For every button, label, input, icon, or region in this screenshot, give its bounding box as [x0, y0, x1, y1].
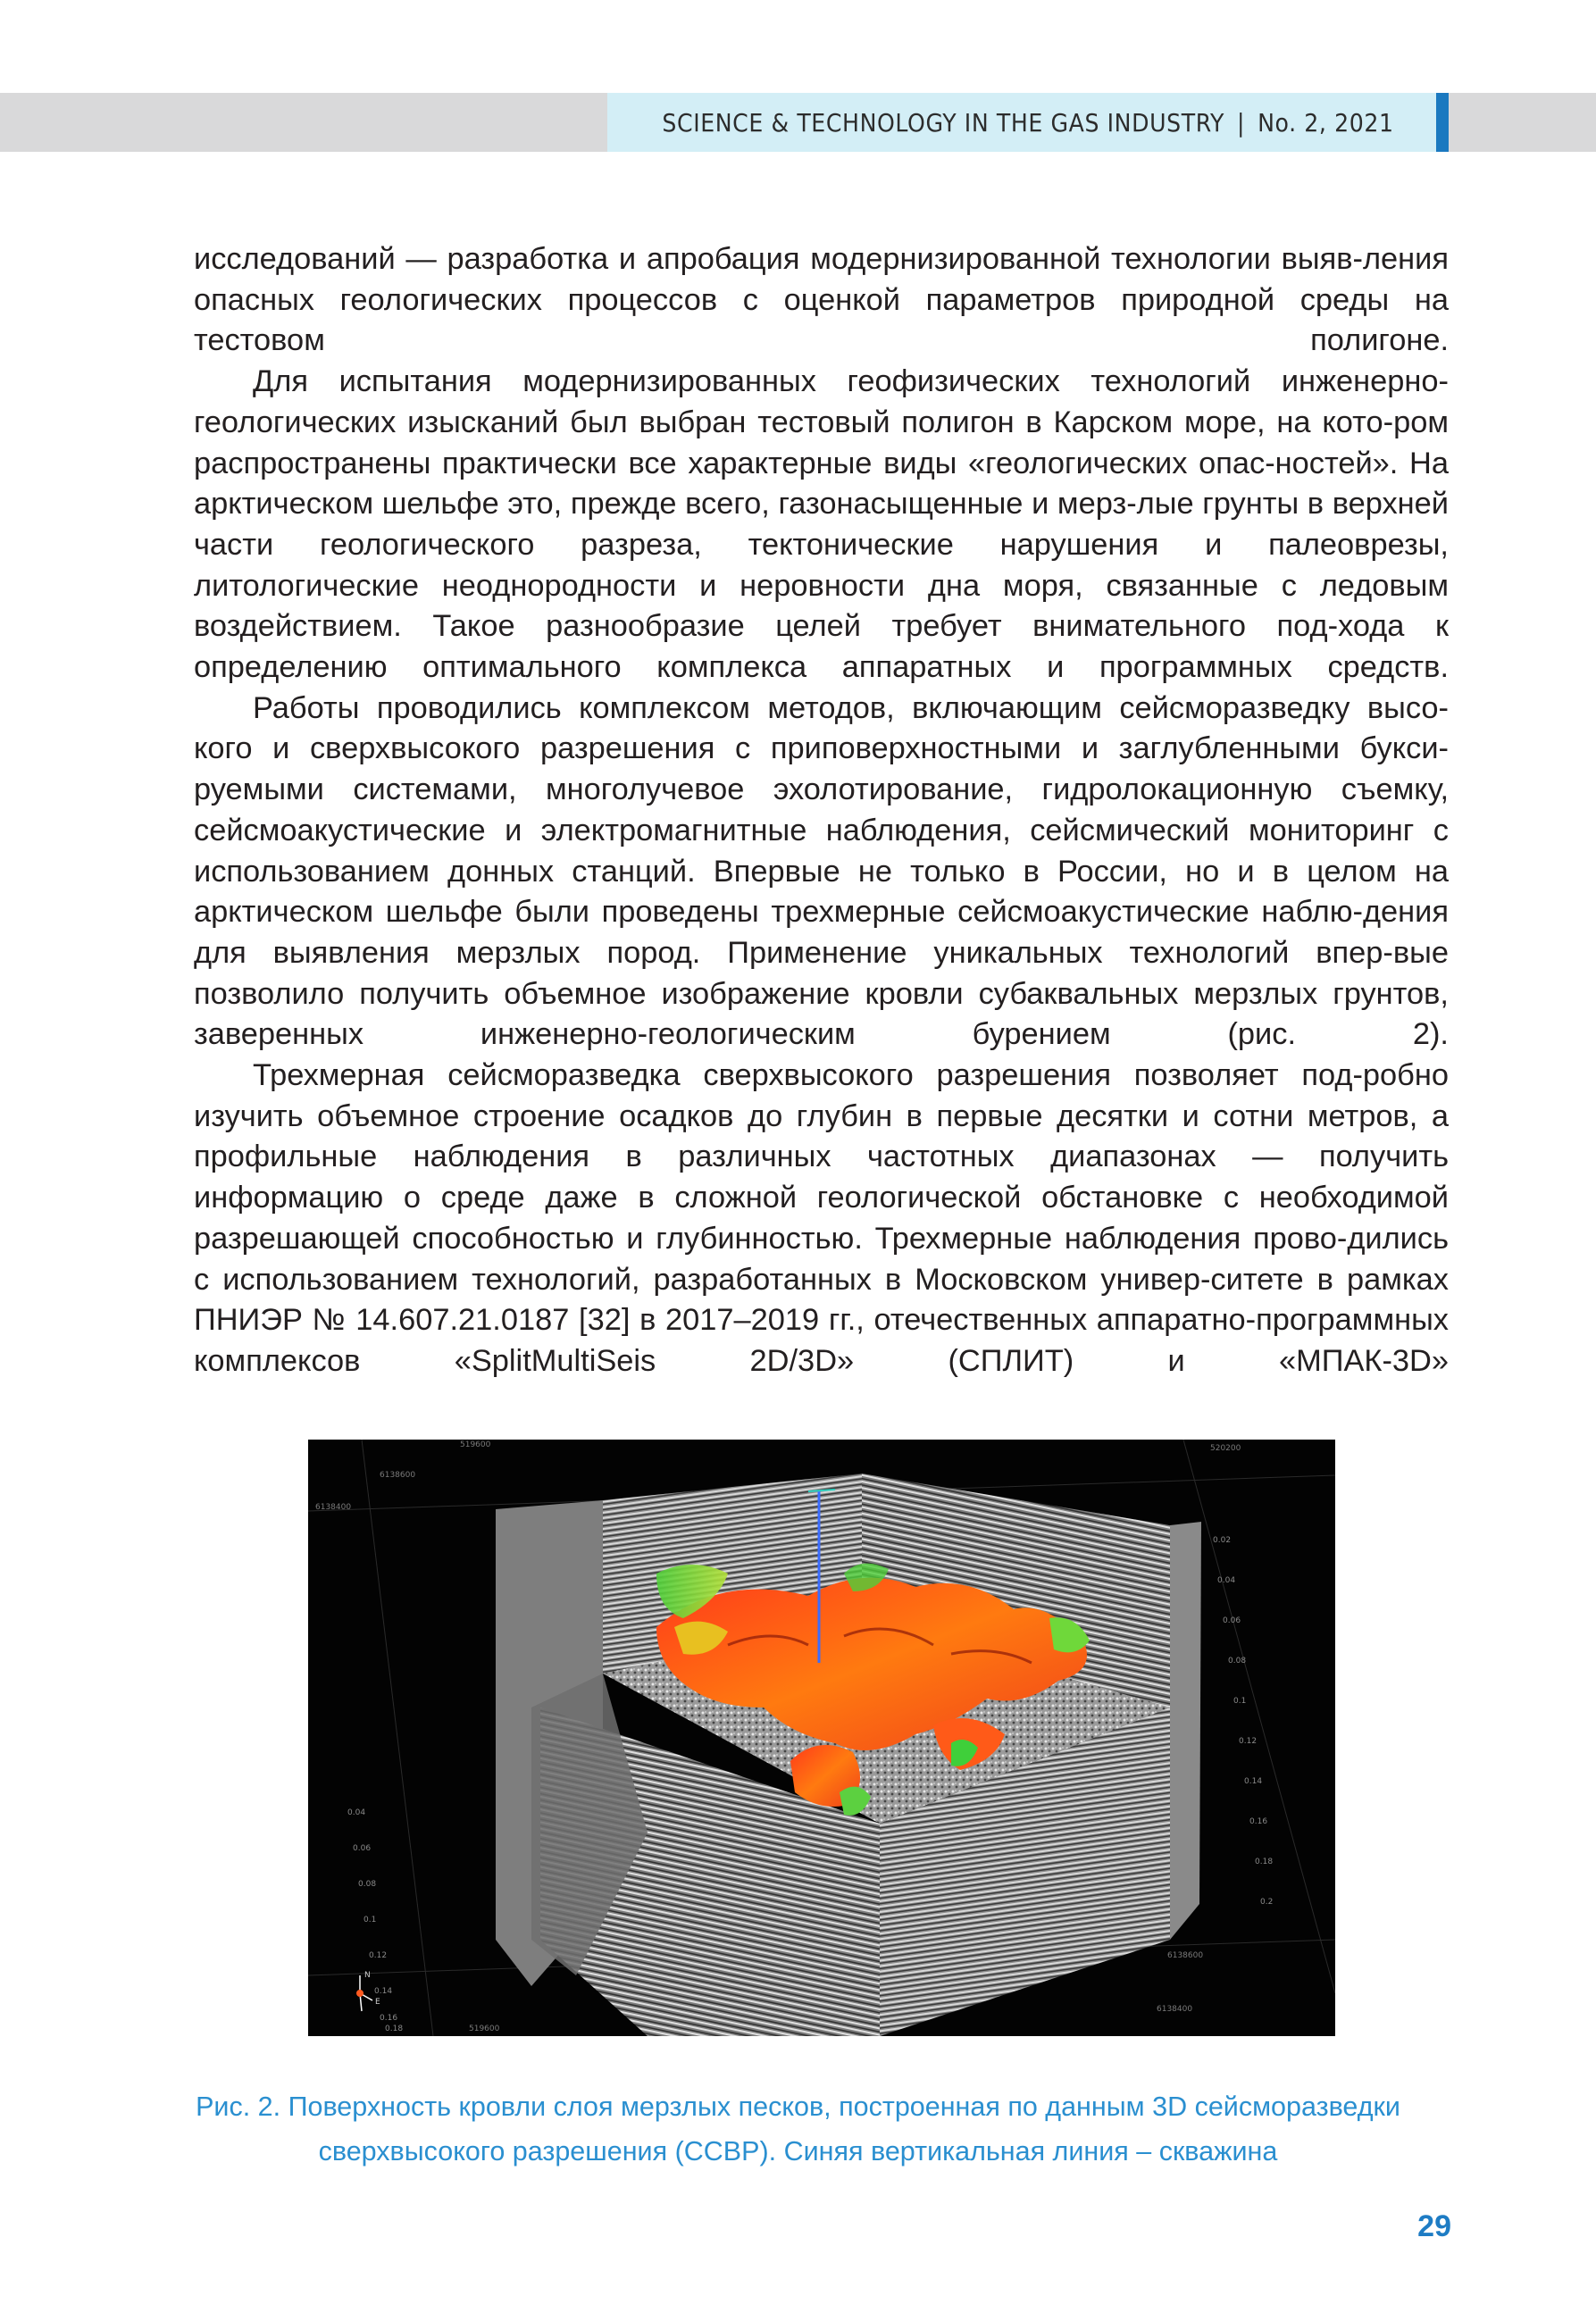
svg-text:6138400: 6138400: [315, 1503, 352, 1512]
paragraph-2: Для испытания модернизированных геофизических технологий инженерно-геологических изысканий был выбран тестовый полигон в Карском море, на кото-ром распространены практически все характерные виды «геологических опас-ностей». На арктическом шельфе это, прежде всего, газонасыщенные и мерз-лые грунты в верхней части геологического разреза, тектонические нарушения и палеоврезы, литологические неоднородности и неровности дна моря, связанные с ледовым воздействием. Такое разнообразие целей требует внимательного под-хода к определению оптимального комплекса аппаратных и программных средств.: [194, 364, 1449, 685]
svg-text:6138600: 6138600: [380, 1471, 416, 1480]
svg-text:519600: 519600: [460, 1440, 491, 1449]
paragraph-4: Трехмерная сейсморазведка сверхвысокого разрешения позволяет под-робно изучить объемное строение осадков до глубин в первые десятки и сотни метров, а профильные наблюдения в различных частотных диапазонах — получить информацию о среде даже в сложной геологической обстановке с необходимой разрешающей способностью и глубинностью. Трехмерные наблюдения прово-дились с использованием технологий, разработанных в Московском универ-ситете в рамках ПНИЭР № 14.607.21.0187 [32] в 2017–2019 гг., отечественных аппаратно-программных комплексов «SplitMultiSeis 2D/3D» (СПЛИТ) и «МПАК-3D»: [194, 1058, 1449, 1378]
svg-text:520200: 520200: [1210, 1444, 1241, 1453]
figure-3d-seismic: [308, 1440, 1335, 2036]
svg-text:0.14: 0.14: [374, 1987, 393, 1996]
svg-text:0.2: 0.2: [1260, 1898, 1274, 1907]
running-header: [607, 93, 1449, 152]
svg-text:0.16: 0.16: [1249, 1817, 1268, 1826]
svg-text:0.12: 0.12: [369, 1951, 388, 1960]
figure-caption: [179, 2084, 1417, 2174]
issue-number: No. 2, 2021: [1258, 107, 1394, 138]
svg-text:N: N: [364, 1971, 371, 1980]
seismic-volume-render: [308, 1440, 1335, 2036]
page-number: 29: [1417, 2209, 1451, 2243]
svg-text:6138600: 6138600: [1167, 1951, 1204, 1960]
journal-title: SCIENCE & TECHNOLOGY IN THE GAS INDUSTRY: [662, 107, 1225, 138]
svg-text:6138400: 6138400: [1157, 2005, 1193, 2014]
svg-text:0.08: 0.08: [1228, 1657, 1247, 1666]
paragraph-1: исследований — разработка и апробация модернизированной технологии выяв-ления опасных геологических процессов с оценкой параметров природной среды на тестовом полигоне.: [194, 242, 1449, 358]
svg-text:0.1: 0.1: [363, 1916, 377, 1924]
article-body: [194, 239, 1449, 1382]
svg-text:0.12: 0.12: [1239, 1737, 1258, 1746]
svg-text:0.02: 0.02: [1213, 1536, 1232, 1545]
svg-text:0.08: 0.08: [358, 1880, 377, 1889]
svg-text:0.18: 0.18: [1255, 1858, 1274, 1866]
right-plane: [1170, 1522, 1201, 1940]
svg-text:E: E: [375, 1998, 380, 2007]
svg-text:0.14: 0.14: [1244, 1777, 1263, 1786]
svg-text:0.04: 0.04: [347, 1808, 366, 1817]
caption-line-1: Рис. 2. Поверхность кровли слоя мерзлых песков, построенная по данным 3D сейсморазведки: [196, 2091, 1400, 2122]
svg-text:0.04: 0.04: [1217, 1576, 1236, 1585]
svg-text:0.1: 0.1: [1233, 1697, 1247, 1706]
svg-text:0.06: 0.06: [1223, 1616, 1241, 1625]
paragraph-3: Работы проводились комплексом методов, включающим сейсморазведку высо-кого и сверхвысокого разрешения с приповерхностными и заглубленными букси-руемыми системами, многолучевое эхолотирование, гидролокационную съемку, сейсмоакустические и электромагнитные наблюдения, сейсмический мониторинг с использованием донных станций. Впервые не только в России, но и в целом на арктическом шельфе были проведены трехмерные сейсмоакустические наблю-дения для выявления мерзлых пород. Применение уникальных технологий впер-вые позволило получить объемное изображение кровли субаквальных мерзлых грунтов, заверенных инженерно-геологическим бурением (рис. 2).: [194, 690, 1449, 1052]
caption-line-2: сверхвысокого разрешения (ССВР). Синяя вертикальная линия – скважина: [318, 2136, 1278, 2167]
svg-text:0.16: 0.16: [380, 2014, 398, 2023]
svg-text:0.06: 0.06: [353, 1844, 372, 1853]
header-right-bar: [1436, 93, 1449, 152]
header-separator: |: [1237, 107, 1246, 138]
svg-text:519600: 519600: [469, 2025, 500, 2033]
svg-text:0.18: 0.18: [385, 2025, 404, 2033]
